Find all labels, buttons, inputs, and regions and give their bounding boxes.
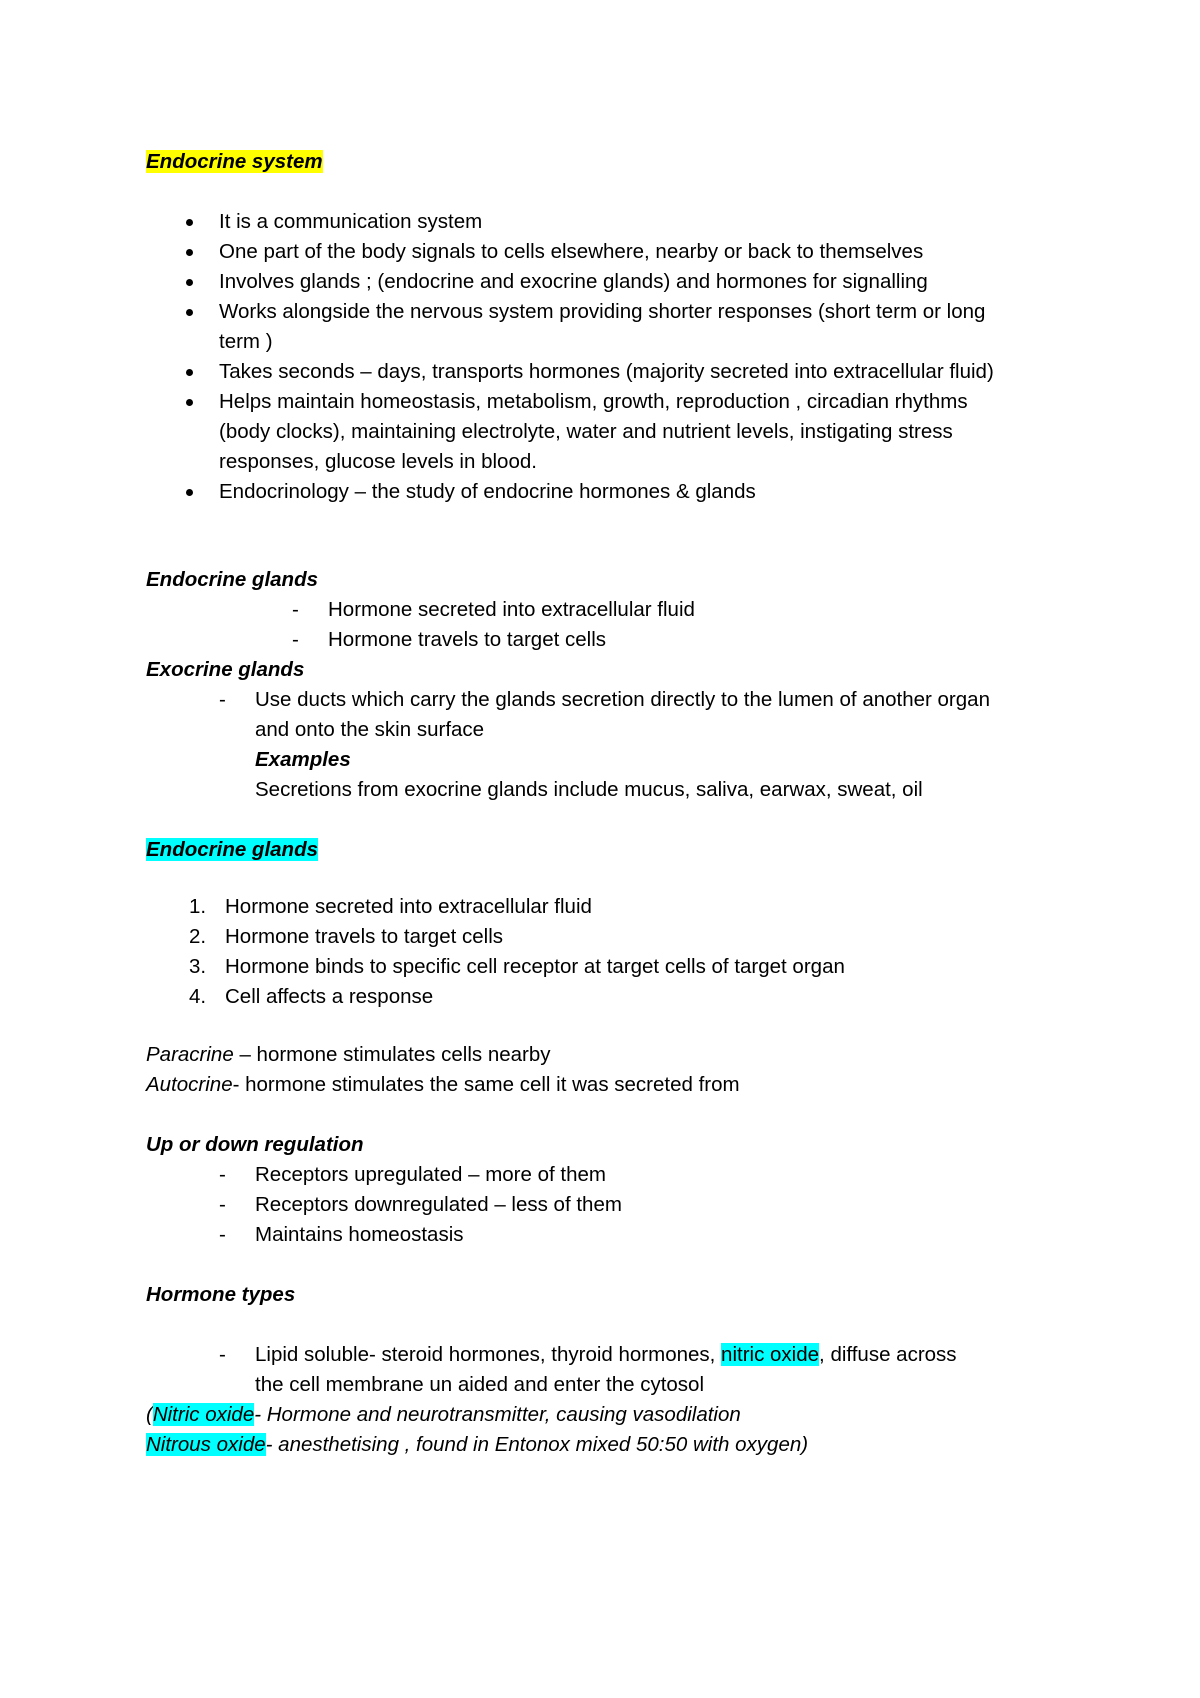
examples-label: Examples bbox=[255, 748, 351, 771]
list-item-continuation: (body clocks), maintaining electrolyte, water and nutrient levels, instigating stress bbox=[219, 420, 953, 443]
examples-text: Secretions from exocrine glands include mucus, saliva, earwax, sweat, oil bbox=[255, 778, 923, 801]
hormone-types-subheading: Hormone types bbox=[146, 1283, 296, 1306]
dash-marker: - bbox=[292, 628, 299, 651]
bullet-dot bbox=[186, 369, 193, 376]
nitric-oxide-note: (Nitric oxide- Hormone and neurotransmitter, causing vasodilation bbox=[146, 1403, 741, 1426]
lipid-soluble-continuation: the cell membrane un aided and enter the cytosol bbox=[255, 1373, 704, 1396]
list-item: It is a communication system bbox=[219, 210, 483, 233]
dash-marker: - bbox=[219, 688, 226, 711]
step-number: 1. bbox=[189, 895, 207, 918]
dash-marker: - bbox=[219, 1193, 226, 1216]
step-item: Hormone travels to target cells bbox=[225, 925, 504, 948]
bullet-dot bbox=[186, 279, 193, 286]
step-item: Cell affects a response bbox=[225, 985, 434, 1008]
list-item: Receptors upregulated – more of them bbox=[255, 1163, 606, 1186]
list-item: One part of the body signals to cells elsewhere, nearby or back to themselves bbox=[219, 240, 924, 263]
dash-marker: - bbox=[292, 598, 299, 621]
list-item-continuation: responses, glucose levels in blood. bbox=[219, 450, 537, 473]
paracrine-definition: Paracrine – hormone stimulates cells nearby bbox=[146, 1043, 551, 1066]
step-item: Hormone binds to specific cell receptor at target cells of target organ bbox=[225, 955, 845, 978]
bullet-dot bbox=[186, 249, 193, 256]
bullet-dot bbox=[186, 219, 193, 226]
list-item: Takes seconds – days, transports hormones (majority secreted into extracellular fluid) bbox=[219, 360, 994, 383]
list-item: Involves glands ; (endocrine and exocrine glands) and hormones for signalling bbox=[219, 270, 928, 293]
dash-marker: - bbox=[219, 1343, 226, 1366]
regulation-subheading: Up or down regulation bbox=[146, 1133, 364, 1156]
list-item: Maintains homeostasis bbox=[255, 1223, 464, 1246]
list-item: Hormone secreted into extracellular fluid bbox=[328, 598, 695, 621]
endocrine-glands-heading: Endocrine glands bbox=[146, 838, 318, 861]
dash-marker: - bbox=[219, 1163, 226, 1186]
bullet-dot bbox=[186, 399, 193, 406]
step-number: 2. bbox=[189, 925, 207, 948]
list-item: Works alongside the nervous system providing shorter responses (short term or long bbox=[219, 300, 986, 323]
bullet-dot bbox=[186, 309, 193, 316]
step-number: 3. bbox=[189, 955, 207, 978]
list-item: Helps maintain homeostasis, metabolism, growth, reproduction , circadian rhythms bbox=[219, 390, 968, 413]
list-item: Endocrinology – the study of endocrine hormones & glands bbox=[219, 480, 756, 503]
dash-marker: - bbox=[219, 1223, 226, 1246]
list-item: Receptors downregulated – less of them bbox=[255, 1193, 622, 1216]
list-item-continuation: term ) bbox=[219, 330, 273, 353]
lipid-soluble-line: Lipid soluble- steroid hormones, thyroid hormones, nitric oxide, diffuse across bbox=[255, 1343, 957, 1366]
list-item-continuation: and onto the skin surface bbox=[255, 718, 485, 741]
endocrine-glands-subheading: Endocrine glands bbox=[146, 568, 318, 591]
list-item: Hormone travels to target cells bbox=[328, 628, 607, 651]
step-number: 4. bbox=[189, 985, 207, 1008]
list-item: Use ducts which carry the glands secretion directly to the lumen of another organ bbox=[255, 688, 990, 711]
endocrine-system-heading: Endocrine system bbox=[146, 150, 323, 173]
step-item: Hormone secreted into extracellular fluid bbox=[225, 895, 592, 918]
bullet-dot bbox=[186, 489, 193, 496]
nitrous-oxide-note: Nitrous oxide- anesthetising , found in Entonox mixed 50:50 with oxygen) bbox=[146, 1433, 809, 1456]
autocrine-definition: Autocrine- hormone stimulates the same cell it was secreted from bbox=[146, 1073, 740, 1096]
exocrine-glands-subheading: Exocrine glands bbox=[146, 658, 305, 681]
